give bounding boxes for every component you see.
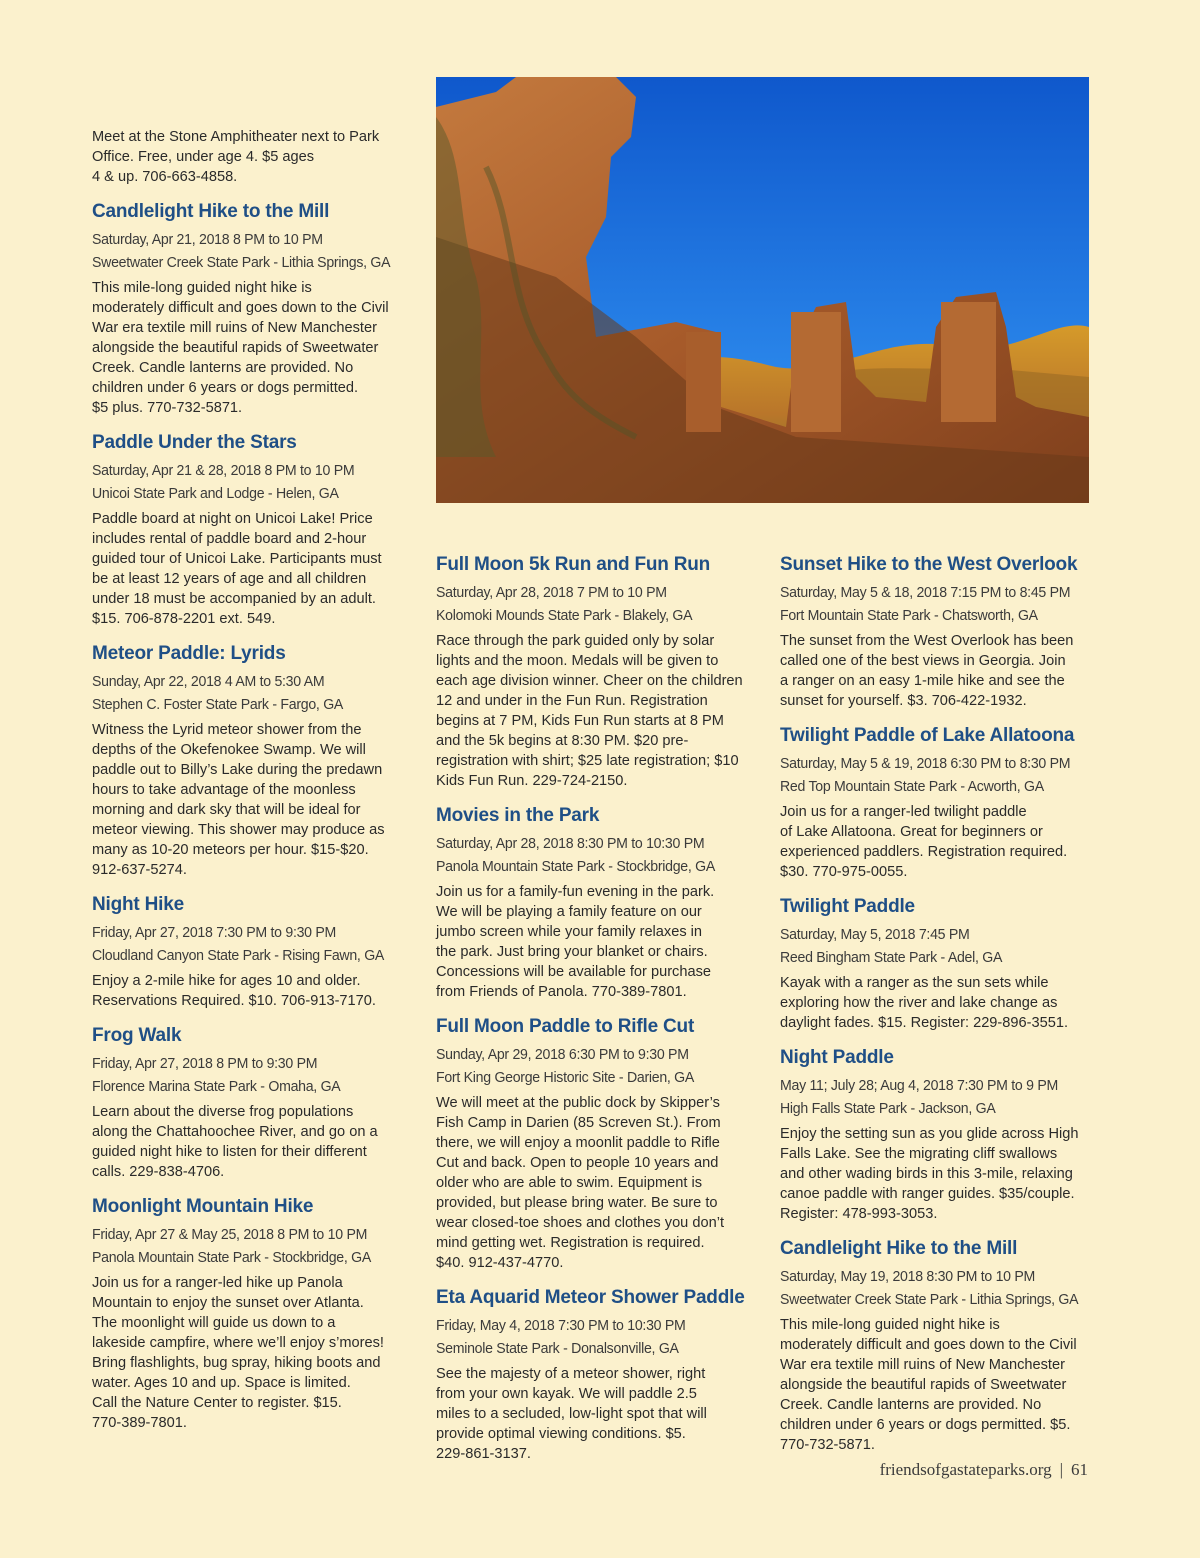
event-date: Saturday, May 19, 2018 8:30 PM to 10 PM (780, 1268, 1036, 1285)
event-location: Stephen C. Foster State Park - Fargo, GA (92, 696, 344, 713)
event-title: Full Moon 5k Run and Fun Run (436, 554, 711, 575)
event-location: Florence Marina State Park - Omaha, GA (92, 1078, 341, 1095)
event-description: This mile-long guided night hike is moderately difficult and goes down to the Civil War era textile mill ruins of New Manchester alongside the beautiful rapids of Sweetwater Creek. Candle lanterns are provided. No children under 6 years or dogs permitted. $5 plus. 770-732-5871. (92, 280, 389, 416)
event-description: Join us for a family-fun evening in the park. We will be playing a family feature on our jumbo screen while your family relaxes in the park. Just bring your blanket or chairs. Concessions will be available for purchase from Friends of Panola. 770-389-7801. (436, 884, 715, 1000)
event-title: Frog Walk (92, 1025, 182, 1046)
column-right (780, 540, 1092, 1455)
event-location: Fort Mountain State Park - Chatsworth, GA (780, 607, 1038, 624)
event-date: Saturday, Apr 28, 2018 8:30 PM to 10:30 PM (436, 835, 705, 852)
event-date: Saturday, May 5 & 19, 2018 6:30 PM to 8:30 PM (780, 755, 1071, 772)
event-title: Sunset Hike to the West Overlook (780, 554, 1078, 575)
event-date: Saturday, Apr 21, 2018 8 PM to 10 PM (92, 231, 323, 248)
event-description: Enjoy a 2-mile hike for ages 10 and older. Reservations Required. $10. 706-913-7170. (92, 973, 376, 1009)
event-location: Panola Mountain State Park - Stockbridge, GA (436, 858, 715, 875)
event-entry (92, 1023, 404, 1182)
event-description: See the majesty of a meteor shower, right from your own kayak. We will paddle 2.5 miles to a secluded, low-light spot that will provide optimal viewing conditions. $5. 229-861-3137. (436, 1366, 707, 1462)
event-entry (92, 892, 404, 1011)
event-location: Fort King George Historic Site - Darien, GA (436, 1069, 695, 1086)
footer-site-url[interactable]: friendsofgastateparks.org (879, 1460, 1052, 1479)
event-location: Unicoi State Park and Lodge - Helen, GA (92, 485, 339, 502)
event-entry (780, 1045, 1092, 1224)
event-title: Paddle Under the Stars (92, 432, 297, 453)
event-entry (436, 552, 748, 791)
event-title: Eta Aquarid Meteor Shower Paddle (436, 1287, 745, 1308)
event-title: Night Hike (92, 894, 184, 915)
column-left (92, 127, 404, 1433)
event-title: Candlelight Hike to the Mill (780, 1238, 1018, 1259)
event-description: Join us for a ranger-led twilight paddle of Lake Allatoona. Great for beginners or experienced paddlers. Registration required. $30. 770-975-0055. (780, 804, 1068, 880)
event-date: May 11; July 28; Aug 4, 2018 7:30 PM to 9 PM (780, 1077, 1058, 1094)
page-number: 61 (1071, 1460, 1088, 1479)
event-description: Enjoy the setting sun as you glide across High Falls Lake. See the migrating cliff swallows and other wading birds in this 3-mile, relaxing canoe paddle with ranger guides. $35/couple. Register: 478-993-3053. (780, 1126, 1079, 1222)
event-description: Join us for a ranger-led hike up Panola Mountain to enjoy the sunset over Atlanta. The moonlight will guide us down to a lakeside campfire, where we’ll enjoy s’mores! Bring flashlights, bug spray, hiking boots and water. Ages 10 and up. Space is limited. Call the Nature Center to register. $15. 770-389-7801. (92, 1275, 384, 1431)
event-entry (780, 552, 1092, 711)
event-entry (780, 723, 1092, 882)
event-description: We will meet at the public dock by Skipper’s Fish Camp in Darien (85 Screven St.). From there, we will enjoy a moonlit paddle to Rifle Cut and back. Open to people 10 years and older who are able to swim. Equipment is provided, but please bring water. Be sure to wear closed-toe shoes and clothes you don’t mind getting wet. Registration is required. $40. 912-437-4770. (436, 1095, 724, 1271)
footer-separator: | (1059, 1460, 1063, 1479)
event-title: Twilight Paddle (780, 896, 915, 917)
column-middle (436, 540, 748, 1464)
event-title: Twilight Paddle of Lake Allatoona (780, 725, 1075, 746)
event-location: Kolomoki Mounds State Park - Blakely, GA (436, 607, 693, 624)
event-location: Red Top Mountain State Park - Acworth, GA (780, 778, 1044, 795)
event-description: Learn about the diverse frog populations along the Chattahoochee River, and go on a guided night hike to listen for their different calls. 229-838-4706. (92, 1104, 378, 1180)
event-entry (92, 1194, 404, 1433)
event-date: Saturday, May 5, 2018 7:45 PM (780, 926, 970, 943)
event-location: Sweetwater Creek State Park - Lithia Springs, GA (92, 254, 391, 271)
event-title: Full Moon Paddle to Rifle Cut (436, 1016, 695, 1037)
event-location: Seminole State Park - Donalsonville, GA (436, 1340, 679, 1357)
event-entry (780, 1236, 1092, 1455)
event-description: Race through the park guided only by solar lights and the moon. Medals will be given to each age division winner. Cheer on the children 12 and under in the Fun Run. Registration begins at 7 PM, Kids Fun Run starts at 8 PM and the 5k begins at 8:30 PM. $20 pre- registration with shirt; $25 late registration; $10 Kids Fun Run. 229-724-2150. (436, 633, 743, 789)
event-entry (92, 641, 404, 880)
page-footer (880, 1460, 1088, 1480)
event-date: Sunday, Apr 29, 2018 6:30 PM to 9:30 PM (436, 1046, 689, 1063)
event-date: Friday, Apr 27 & May 25, 2018 8 PM to 10 PM (92, 1226, 368, 1243)
event-date: Saturday, Apr 28, 2018 7 PM to 10 PM (436, 584, 667, 601)
event-description: Kayak with a ranger as the sun sets while exploring how the river and lake change as daylight fades. $15. Register: 229-896-3551. (780, 975, 1069, 1031)
event-date: Friday, Apr 27, 2018 8 PM to 9:30 PM (92, 1055, 318, 1072)
event-title: Meteor Paddle: Lyrids (92, 643, 286, 664)
event-description: Witness the Lyrid meteor shower from the depths of the Okefenokee Swamp. We will paddle out to Billy’s Lake during the predawn hours to take advantage of the moonless morning and dark sky that will be ideal for meteor viewing. This shower may produce as many as 10-20 meteors per hour. $15-$20. 912-637-5274. (92, 722, 385, 878)
event-description: The sunset from the West Overlook has been called one of the best views in Georgia. Join a ranger on an easy 1-mile hike and see the sunset for yourself. $3. 706-422-1932. (780, 633, 1074, 709)
event-title: Candlelight Hike to the Mill (92, 201, 330, 222)
event-title: Moonlight Mountain Hike (92, 1196, 314, 1217)
event-date: Friday, Apr 27, 2018 7:30 PM to 9:30 PM (92, 924, 337, 941)
event-location: High Falls State Park - Jackson, GA (780, 1100, 996, 1117)
event-date: Saturday, Apr 21 & 28, 2018 8 PM to 10 PM (92, 462, 355, 479)
event-location: Cloudland Canyon State Park - Rising Fawn, GA (92, 947, 385, 964)
event-date: Saturday, May 5 & 18, 2018 7:15 PM to 8:45 PM (780, 584, 1071, 601)
event-location: Panola Mountain State Park - Stockbridge, GA (92, 1249, 371, 1266)
event-title: Night Paddle (780, 1047, 894, 1068)
event-entry (92, 199, 404, 418)
intro-text: Meet at the Stone Amphitheater next to Park Office. Free, under age 4. $5 ages 4 & up. 706-663-4858. (92, 129, 380, 185)
event-description: This mile-long guided night hike is moderately difficult and goes down to the Civil War era textile mill ruins of New Manchester alongside the beautiful rapids of Sweetwater Creek. Candle lanterns are provided. No children under 6 years or dogs permitted. $5. 770-732-5871. (780, 1317, 1077, 1453)
event-date: Sunday, Apr 22, 2018 4 AM to 5:30 AM (92, 673, 325, 690)
event-entry (436, 1014, 748, 1273)
event-location: Reed Bingham State Park - Adel, GA (780, 949, 1003, 966)
mill-ruins-photo (436, 77, 1089, 503)
event-entry (436, 803, 748, 1002)
event-entry (780, 894, 1092, 1033)
event-entry (436, 1285, 748, 1464)
event-location: Sweetwater Creek State Park - Lithia Springs, GA (780, 1291, 1079, 1308)
event-description: Paddle board at night on Unicoi Lake! Price includes rental of paddle board and 2-hour guided tour of Unicoi Lake. Participants must be at least 12 years of age and all children under 18 must be accompanied by an adult. $15. 706-878-2201 ext. 549. (92, 511, 382, 627)
event-title: Movies in the Park (436, 805, 600, 826)
event-date: Friday, May 4, 2018 7:30 PM to 10:30 PM (436, 1317, 686, 1334)
event-entry (92, 430, 404, 629)
